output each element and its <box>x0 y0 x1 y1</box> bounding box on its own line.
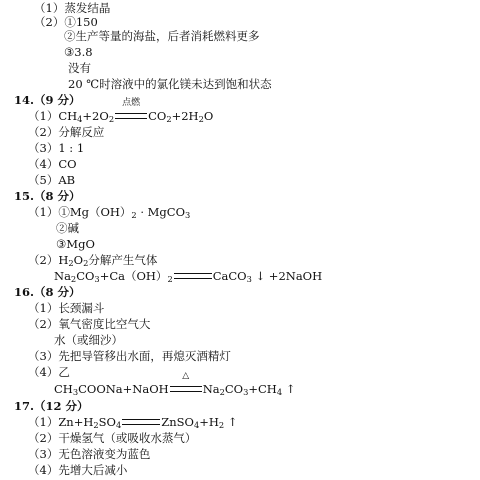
equals-bar <box>174 273 212 279</box>
ignite-condition: 点燃 <box>115 108 147 124</box>
q16-part3: （3）先把导管移出水面，再熄灭酒精灯 <box>28 349 231 363</box>
q16-equation: $CH_3COONa+NaOH$ △ $Na_2CO_3+CH_4$ ↑ <box>54 371 296 398</box>
q15-header: 15.（8 分） <box>14 189 81 203</box>
q16-part2b: 水（或细沙） <box>54 333 123 347</box>
q13-part2d: 没有 <box>68 61 91 75</box>
q13-part2b: ②生产等量的海盐，后者消耗燃料更多 <box>64 29 260 43</box>
q17-header: 17.（12 分） <box>14 399 89 413</box>
q17-part3: （3）无色溶液变为蓝色 <box>28 447 151 461</box>
q17-part4: （4）先增大后减小 <box>28 463 128 477</box>
q17-part2: （2）干燥氢气（或吸收水蒸气） <box>28 431 197 445</box>
q16-part1: （1）长颈漏斗 <box>28 301 105 315</box>
q14-header: 14.（9 分） <box>14 93 81 107</box>
q13-part2c: ③3.8 <box>64 45 93 59</box>
q16-part4: （4）乙 <box>28 365 70 379</box>
equals-bar <box>122 419 160 425</box>
q13-part1: （1）蒸发结晶 <box>34 1 111 15</box>
q14-part1-equation: $(1)CH_4+2O_2$ 点燃 $CO_2+2H_2O$ <box>28 98 214 125</box>
q14-part2: （2）分解反应 <box>28 125 105 139</box>
q13-part2a: （2）①150 <box>34 15 98 29</box>
q14-part5: （5）AB <box>28 173 76 187</box>
q17-part1: $(1)Zn+H_2SO_4$ $ZnSO_4+H_2$ ↑ <box>28 415 238 431</box>
q16-part2a: （2）氧气密度比空气大 <box>28 317 151 331</box>
q14-part4: （4）CO <box>28 157 77 171</box>
q15-part1b: ②碱 <box>56 221 79 235</box>
q15-equation: $Na_2CO_3+Ca(OH)_2$ CaCO$_3$ ↓ +2NaOH <box>54 269 323 285</box>
q13-part2e: 20 ℃时溶液中的氯化镁未达到饱和状态 <box>68 77 272 91</box>
q15-part1c: ③MgO <box>56 237 95 251</box>
q14-part3: （3）1 : 1 <box>28 141 85 155</box>
heat-condition: △ <box>170 381 202 397</box>
q15-part1a: $(1)①Mg(OH)_2$ · MgCO$_3$ <box>28 205 191 221</box>
q16-header: 16.（8 分） <box>14 285 81 299</box>
q15-part2: $(2)H_2O_2$分解产生气体 <box>28 253 158 269</box>
